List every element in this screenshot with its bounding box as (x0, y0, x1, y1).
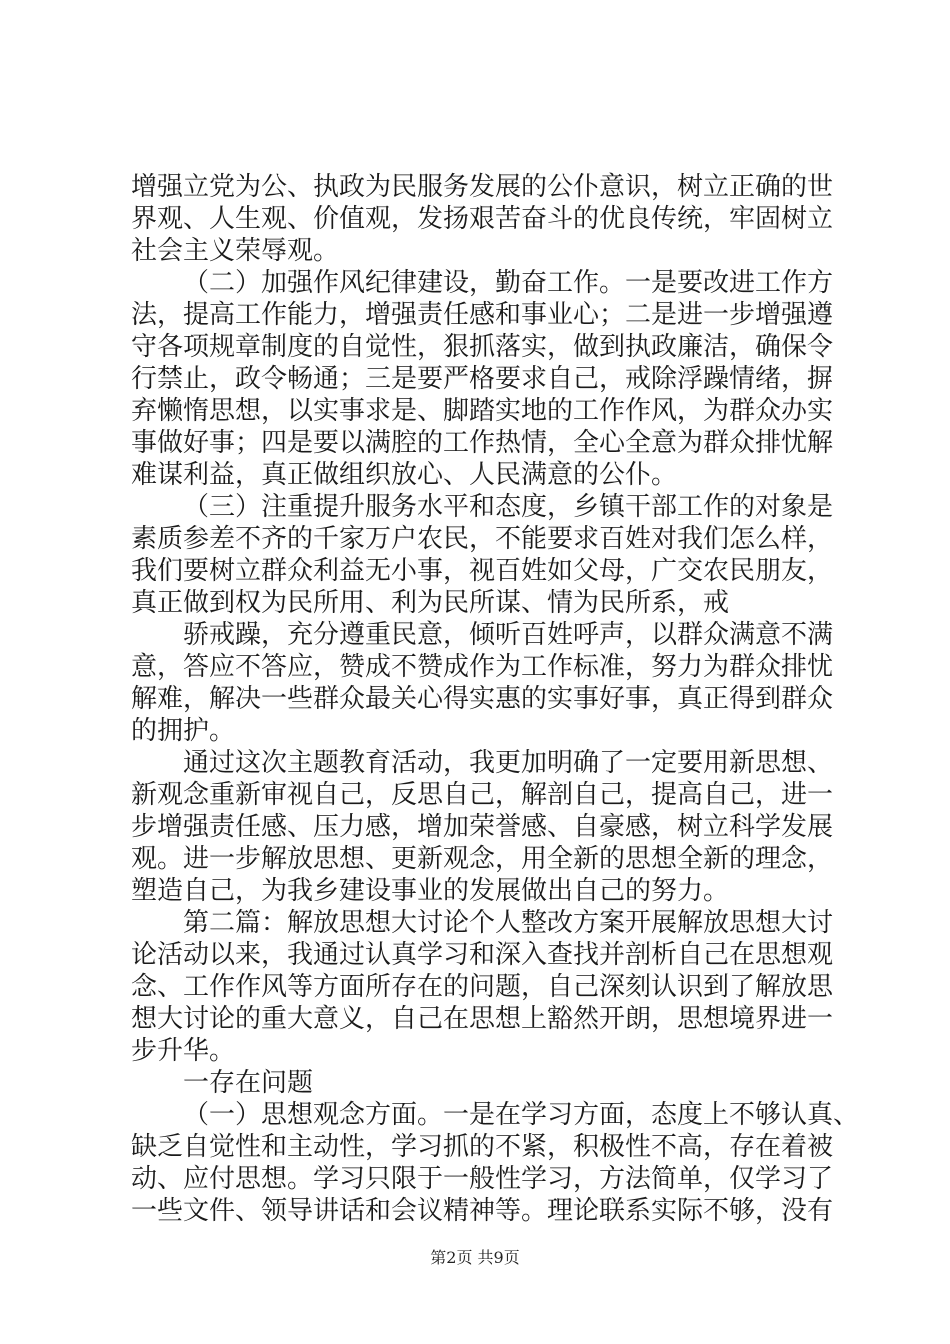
text-line: 守各项规章制度的自觉性，狠抓落实，做到执政廉洁，确保令 (131, 332, 834, 362)
text-line: （一）思想观念方面。一是在学习方面，态度上不够认真、 (183, 1100, 860, 1130)
text-line: 一存在问题 (183, 1068, 314, 1098)
text-line: 一些文件、领导讲话和会议精神等。理论联系实际不够，没有 (131, 1196, 834, 1226)
text-line: 骄戒躁，充分遵重民意，倾听百姓呼声，以群众满意不满 (183, 620, 834, 650)
text-line: 观。进一步解放思想、更新观念，用全新的思想全新的理念， (131, 844, 834, 874)
text-line: 新观念重新审视自己，反思自己，解剖自己，提高自己，进一 (131, 780, 834, 810)
text-line: 缺乏自觉性和主动性，学习抓的不紧，积极性不高，存在着被 (131, 1132, 834, 1162)
text-line: 意，答应不答应，赞成不赞成作为工作标准，努力为群众排忧 (131, 652, 834, 682)
page-number-footer: 第2页 共9页 (430, 1248, 520, 1267)
text-line: （二）加强作风纪律建设，勤奋工作。一是要改进工作方 (183, 268, 834, 298)
text-line: 素质参差不齐的千家万户农民，不能要求百姓对我们怎么样， (131, 524, 834, 554)
text-line: 的拥护。 (131, 716, 236, 746)
text-line: 通过这次主题教育活动，我更加明确了一定要用新思想、 (183, 748, 834, 778)
text-line: 解难，解决一些群众最关心得实惠的实事好事，真正得到群众 (131, 684, 834, 714)
text-line: 增强立党为公、执政为民服务发展的公仆意识，树立正确的世 (131, 172, 834, 202)
text-line: 步增强责任感、压力感，增加荣誉感、自豪感，树立科学发展 (131, 812, 834, 842)
text-line: 事做好事；四是要以满腔的工作热情，全心全意为群众排忧解 (131, 428, 834, 458)
text-line: 第二篇：解放思想大讨论个人整改方案开展解放思想大讨 (183, 908, 834, 938)
text-line: 社会主义荣辱观。 (131, 236, 340, 266)
text-line: 法，提高工作能力，增强责任感和事业心；二是进一步增强遵 (131, 300, 834, 330)
text-line: 步升华。 (131, 1036, 236, 1066)
text-line: 真正做到权为民所用、利为民所谋、情为民所系，戒 (131, 588, 730, 618)
text-line: 想大讨论的重大意义，自己在思想上豁然开朗，思想境界进一 (131, 1004, 834, 1034)
text-line: 塑造自己，为我乡建设事业的发展做出自己的努力。 (131, 876, 730, 906)
text-line: 弃懒惰思想，以实事求是、脚踏实地的工作作风，为群众办实 (131, 396, 834, 426)
text-line: 难谋利益，真正做组织放心、人民满意的公仆。 (131, 460, 678, 490)
text-line: 论活动以来，我通过认真学习和深入查找并剖析自己在思想观 (131, 940, 834, 970)
text-line: 念、工作作风等方面所存在的问题，自己深刻认识到了解放思 (131, 972, 834, 1002)
text-line: 我们要树立群众利益无小事，视百姓如父母，广交农民朋友， (131, 556, 834, 586)
text-line: 行禁止，政令畅通；三是要严格要求自己，戒除浮躁情绪，摒 (131, 364, 834, 394)
text-line: （三）注重提升服务水平和态度，乡镇干部工作的对象是 (183, 492, 834, 522)
text-line: 动、应付思想。学习只限于一般性学习，方法简单，仅学习了 (131, 1164, 834, 1194)
text-line: 界观、人生观、价值观，发扬艰苦奋斗的优良传统，牢固树立 (131, 204, 834, 234)
